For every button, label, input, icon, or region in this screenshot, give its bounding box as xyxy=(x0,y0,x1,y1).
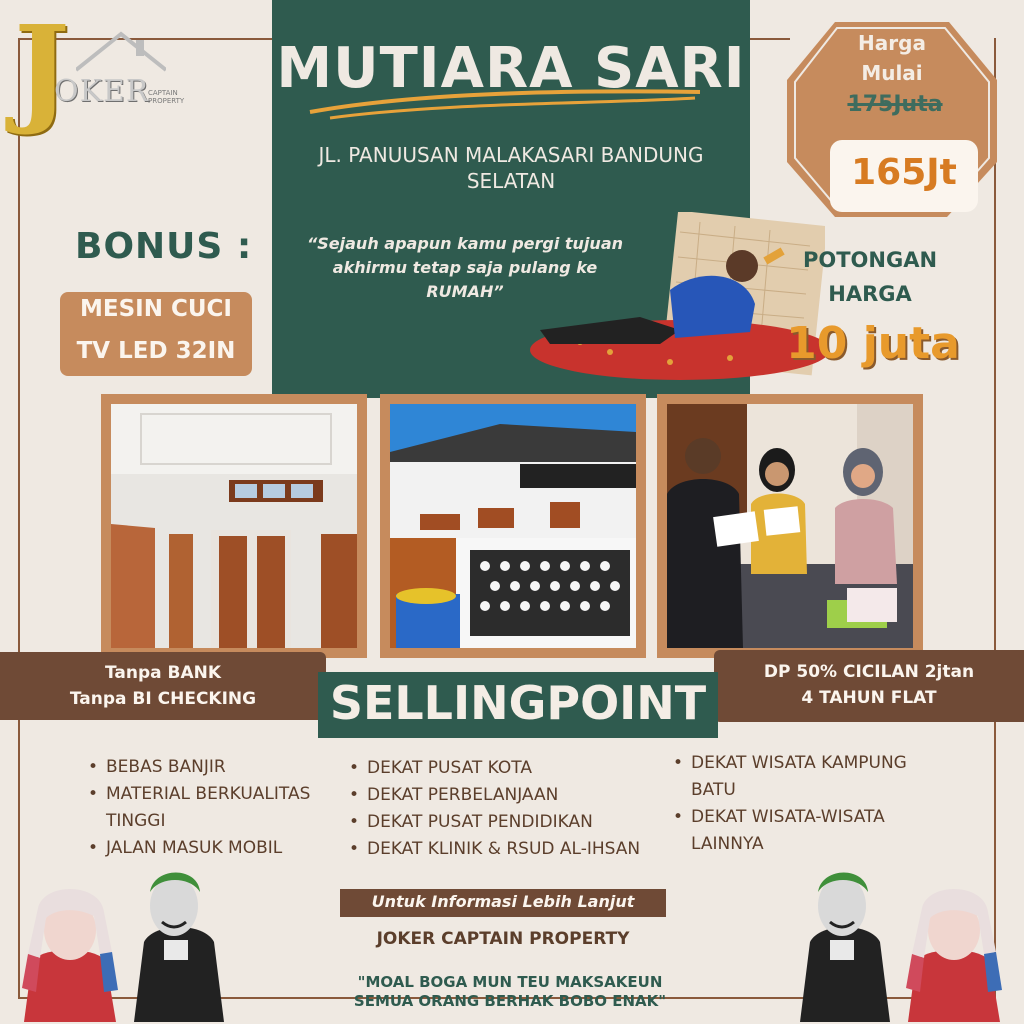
list-item: • DEKAT PUSAT KOTA xyxy=(349,755,679,782)
banner-no-bank xyxy=(0,652,326,720)
discount-label xyxy=(790,243,950,311)
customers-photo xyxy=(667,404,913,648)
list-item: • DEKAT PUSAT PENDIDIKAN xyxy=(349,809,679,836)
banner-no-bank-line1: Tanpa BANK xyxy=(104,663,222,683)
bottom-quote-line1: "MOAL BOGA MUN TEU MAKSAKEUN xyxy=(357,973,663,991)
list-item-continuation xyxy=(673,831,953,858)
banner-installment-line2: 4 TAHUN FLAT xyxy=(801,688,937,708)
list-item-text: BATU xyxy=(691,780,736,800)
interior-photo xyxy=(111,404,357,648)
logo-letter: J xyxy=(14,0,70,138)
list-item-text: LAINNYA xyxy=(691,834,764,854)
selling-points-col3 xyxy=(673,750,953,858)
discount-label-line1: POTONGAN xyxy=(802,248,938,272)
joker-characters-right xyxy=(790,862,1010,1024)
quote-line1: “Sejauh apapun kamu pergi tujuan xyxy=(306,234,624,253)
list-item: • MATERIAL BERKUALITAS xyxy=(88,781,338,808)
list-item: • DEKAT WISATA-WISATA xyxy=(673,804,953,831)
discount-label-line2: HARGA xyxy=(828,282,912,306)
banner-installment-line1: DP 50% CICILAN 2jtan xyxy=(763,662,975,682)
logo-tagline: CAPTAIN PROPERTY xyxy=(148,89,185,105)
address-line1: JL. PANUUSAN MALAKASARI BANDUNG xyxy=(318,143,704,167)
list-item: • DEKAT PERBELANJAAN xyxy=(349,782,679,809)
list-item: • BEBAS BANJIR xyxy=(88,754,338,781)
page-title: MUTIARA SARI xyxy=(276,36,746,101)
frame-line-left xyxy=(18,38,20,998)
bottom-quote-line2: SEMUA ORANG BERHAK BOBO ENAK" xyxy=(353,992,667,1010)
banner-no-bank-line2: Tanpa BI CHECKING xyxy=(69,689,257,709)
old-price: 175Juta xyxy=(847,92,943,117)
title-underline-swoosh xyxy=(300,84,710,124)
company-name: JOKER CAPTAIN PROPERTY xyxy=(376,929,630,949)
bonus-item: TV LED 32IN xyxy=(76,338,236,364)
price-label-line1: Harga xyxy=(858,31,926,55)
bonus-item: MESIN CUCI xyxy=(80,296,232,322)
joker-characters-left xyxy=(14,862,234,1024)
list-item: • DEKAT WISATA KAMPUNG xyxy=(673,750,953,777)
selling-points-col1 xyxy=(88,754,338,862)
list-item-continuation xyxy=(88,808,338,835)
discount-amount: 10 juta xyxy=(786,318,960,369)
joker-logo xyxy=(6,0,191,138)
quote-line2: akhirmu tetap saja pulang ke xyxy=(332,258,598,277)
address xyxy=(272,142,750,194)
price-label-line2: Mulai xyxy=(861,61,923,85)
sellingpoint-title: SELLINGPOINT xyxy=(329,676,707,730)
list-item: • JALAN MASUK MOBIL xyxy=(88,835,338,862)
selling-points-col2 xyxy=(349,755,679,863)
list-item-continuation xyxy=(673,777,953,804)
new-price: 165Jt xyxy=(851,152,957,193)
price-label xyxy=(822,28,962,88)
address-line2: SELATAN xyxy=(466,169,556,193)
frame-line-top-right xyxy=(750,38,790,40)
list-item-text: TINGGI xyxy=(106,811,166,831)
bottom-quote xyxy=(300,973,720,1011)
list-item: • DEKAT KLINIK & RSUD AL-IHSAN xyxy=(349,836,679,863)
quote-line3: RUMAH” xyxy=(426,282,504,301)
bonus-title: BONUS : xyxy=(75,226,253,267)
logo-name: OKER xyxy=(54,74,150,109)
exterior-photo xyxy=(390,404,636,648)
info-text: Untuk Informasi Lebih Lanjut xyxy=(371,892,635,911)
banner-installment xyxy=(714,650,1024,722)
